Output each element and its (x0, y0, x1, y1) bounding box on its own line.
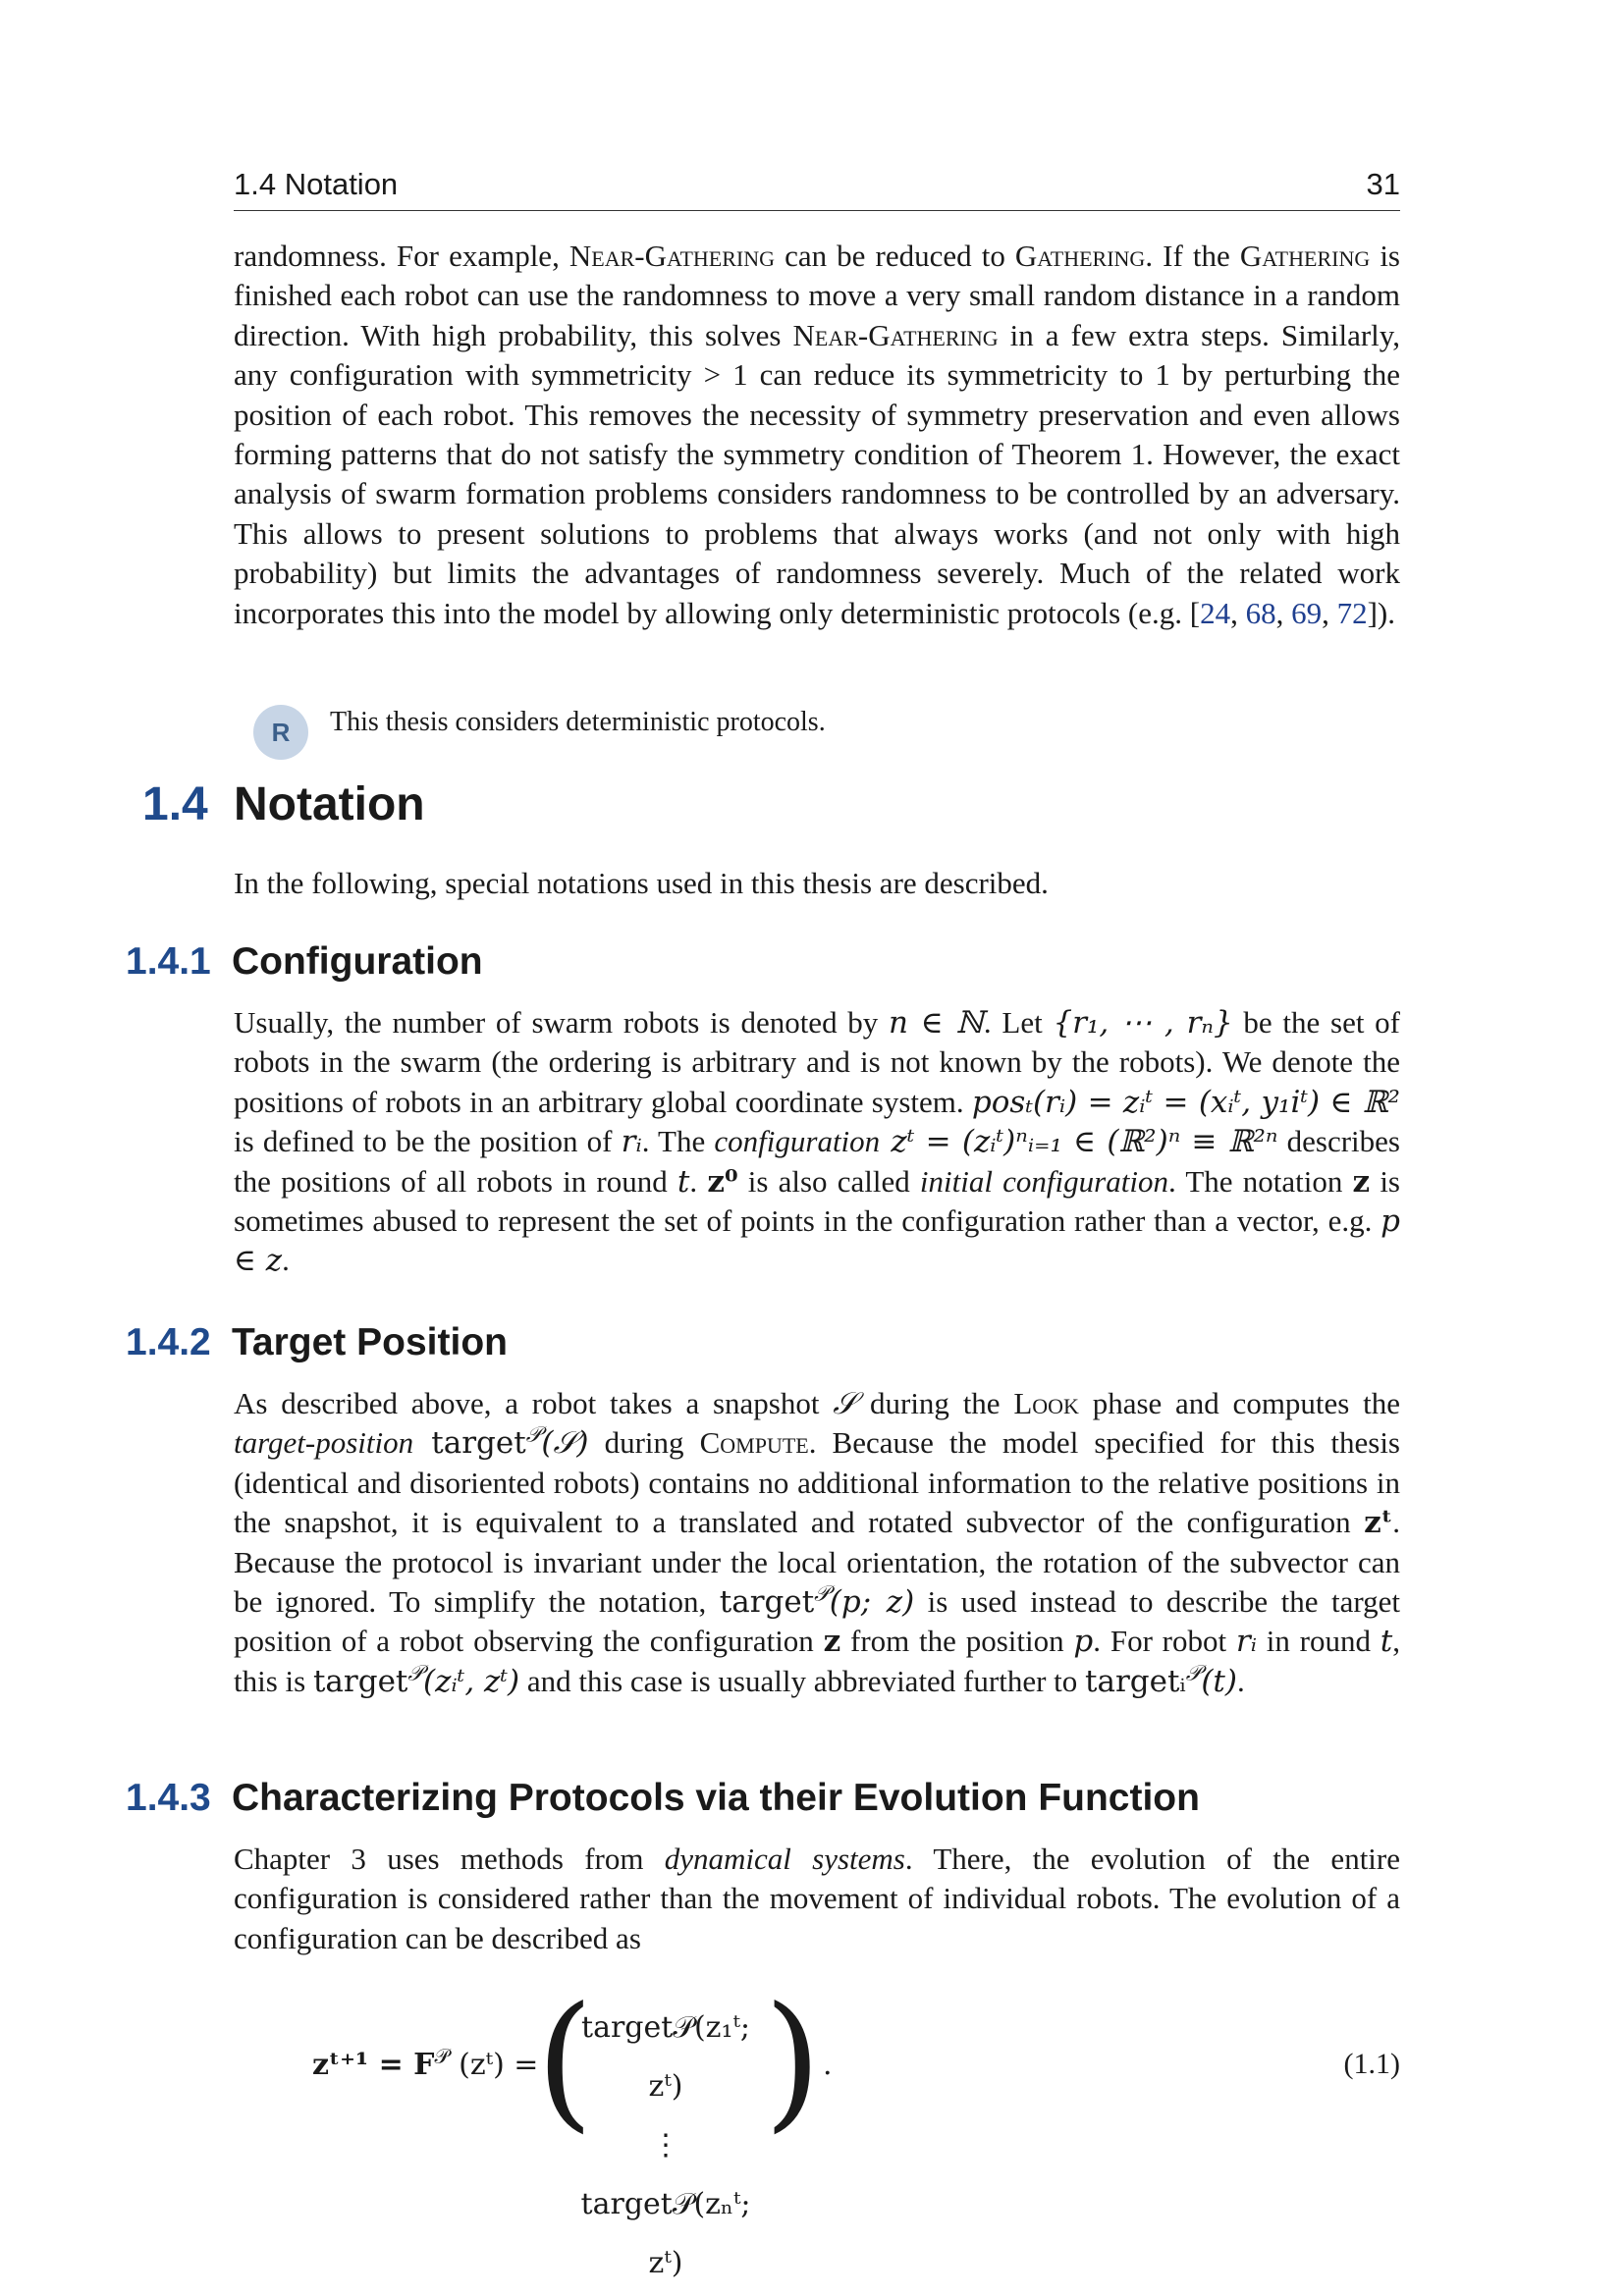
section-intro: In the following, special notations used in this thesis are described. (234, 866, 1049, 900)
subsection-title: Target Position (232, 1321, 508, 1363)
subsection-title: Configuration (232, 940, 483, 983)
citation-link[interactable]: 69 (1291, 595, 1323, 630)
problem-name: Near-Gathering (568, 239, 775, 273)
citation-link[interactable]: 68 (1245, 595, 1276, 630)
section-heading (142, 777, 425, 831)
intro-paragraph: randomness. For example, Near-Gathering can be reduced to Gathering. If the Gathering is finished each robot can use the randomness to move a very small random distance in a random direction. With high probability, this solves Near-Gathering in a few extra steps. Similarly, any configuration with symmetricity > 1 can reduce its symmetricity to 1 by perturbing the position of each robot. This removes the necessity of symmetry preservation and even allows forming patterns that do not satisfy the symmetry condition of Theorem 1. However, the exact analysis of swarm formation problems considers randomness to be controlled by an adversary. This allows to present solutions to problems that always works (and not only with high probability) but limits the advantages of randomness severely. Much of the related work incorporates this into the model by allowing only deterministic protocols (e.g. [24, 68, 69, 72]). (234, 239, 1400, 630)
equation-number: (1.1) (1343, 2048, 1400, 2080)
vector-row: target𝒫(z₁ᵗ; zᵗ) (581, 2010, 750, 2104)
remark-badge: R (253, 705, 308, 760)
equation-1-1 (234, 1976, 1400, 2280)
running-head (234, 163, 1400, 211)
equation-lhs: zᵗ⁺¹ = $F^𝒫$ (zᵗ) = (312, 2045, 539, 2082)
equation-period: . (823, 2048, 833, 2082)
equation-vector (568, 1999, 764, 2293)
right-paren: ) (764, 1976, 822, 2147)
problem-name: Gathering (1014, 239, 1146, 273)
evolution-paragraph: Chapter 3 uses methods from dynamical systems. There, the evolution of the entire configuration is considered rather than the movement of individual robots. The evolution of a configuration can be described as (234, 1842, 1400, 1955)
subsection-title: Characterizing Protocols via their Evolution Function (232, 1777, 1200, 1819)
subsection-heading (126, 940, 483, 984)
problem-name: Gathering (1239, 239, 1371, 273)
subsection-heading (126, 1321, 508, 1364)
left-paren: ( (536, 1976, 594, 2147)
vector-dots: ⋮ (651, 2128, 680, 2163)
configuration-paragraph: Usually, the number of swarm robots is denoted by n ∈ ℕ. Let {r₁, ⋯ , rₙ} be the set of robots in the swarm (the ordering is arbitrary and is not known by the robots). We denote the positions of robots in an arbitrary global coordinate system. posₜ(rᵢ) = zᵢᵗ = (xᵢᵗ, y₁iᵗ) ∈ ℝ² is defined to be the position of rᵢ. The configuration zᵗ = (zᵢᵗ)ⁿᵢ₌₁ ∈ (ℝ²)ⁿ ≡ ℝ²ⁿ describes the positions of all robots in round t. z⁰ is also called initial configuration. The notation z is sometimes abused to represent the set of points in the configuration rather than a vector, e.g. p ∈ z. (234, 1005, 1400, 1279)
subsection-number: 1.4.2 (126, 1321, 211, 1363)
page-number: 31 (1366, 167, 1400, 201)
section-number: 1.4 (142, 778, 208, 830)
running-title: 1.4 Notation (234, 167, 399, 201)
section-title: Notation (234, 778, 425, 830)
citation-link[interactable]: 24 (1200, 595, 1231, 630)
vector-row: target𝒫(zₙᵗ; zᵗ) (580, 2187, 751, 2280)
subsection-heading (126, 1777, 1200, 1820)
citation-link[interactable]: 72 (1336, 595, 1368, 630)
remark-text: This thesis considers deterministic protocols. (330, 707, 826, 737)
subsection-number: 1.4.1 (126, 940, 211, 983)
problem-name: Near-Gathering (792, 317, 999, 352)
subsection-number: 1.4.3 (126, 1777, 211, 1819)
target-position-paragraph: As described above, a robot takes a snapshot 𝒮 during the Look phase and computes the target-position target$^𝒫$(𝒮) during Compute. Because the model specified for this thesis (identical and disoriented robots) contains no additional information to the relative positions in the snapshot, it is equivalent to a translated and rotated subvector of the configuration zᵗ. Because the protocol is invariant under the local orientation, the rotation of the subvector can be ignored. To simplify the notation, target$^𝒫$(p; z) is used instead to describe the target position of a robot observing the configuration z from the position p. For robot rᵢ in round t, this is target$^𝒫$(zᵢᵗ, zᵗ) and this case is usually abbreviated further to targetᵢ$^𝒫$(t). (234, 1386, 1400, 1699)
